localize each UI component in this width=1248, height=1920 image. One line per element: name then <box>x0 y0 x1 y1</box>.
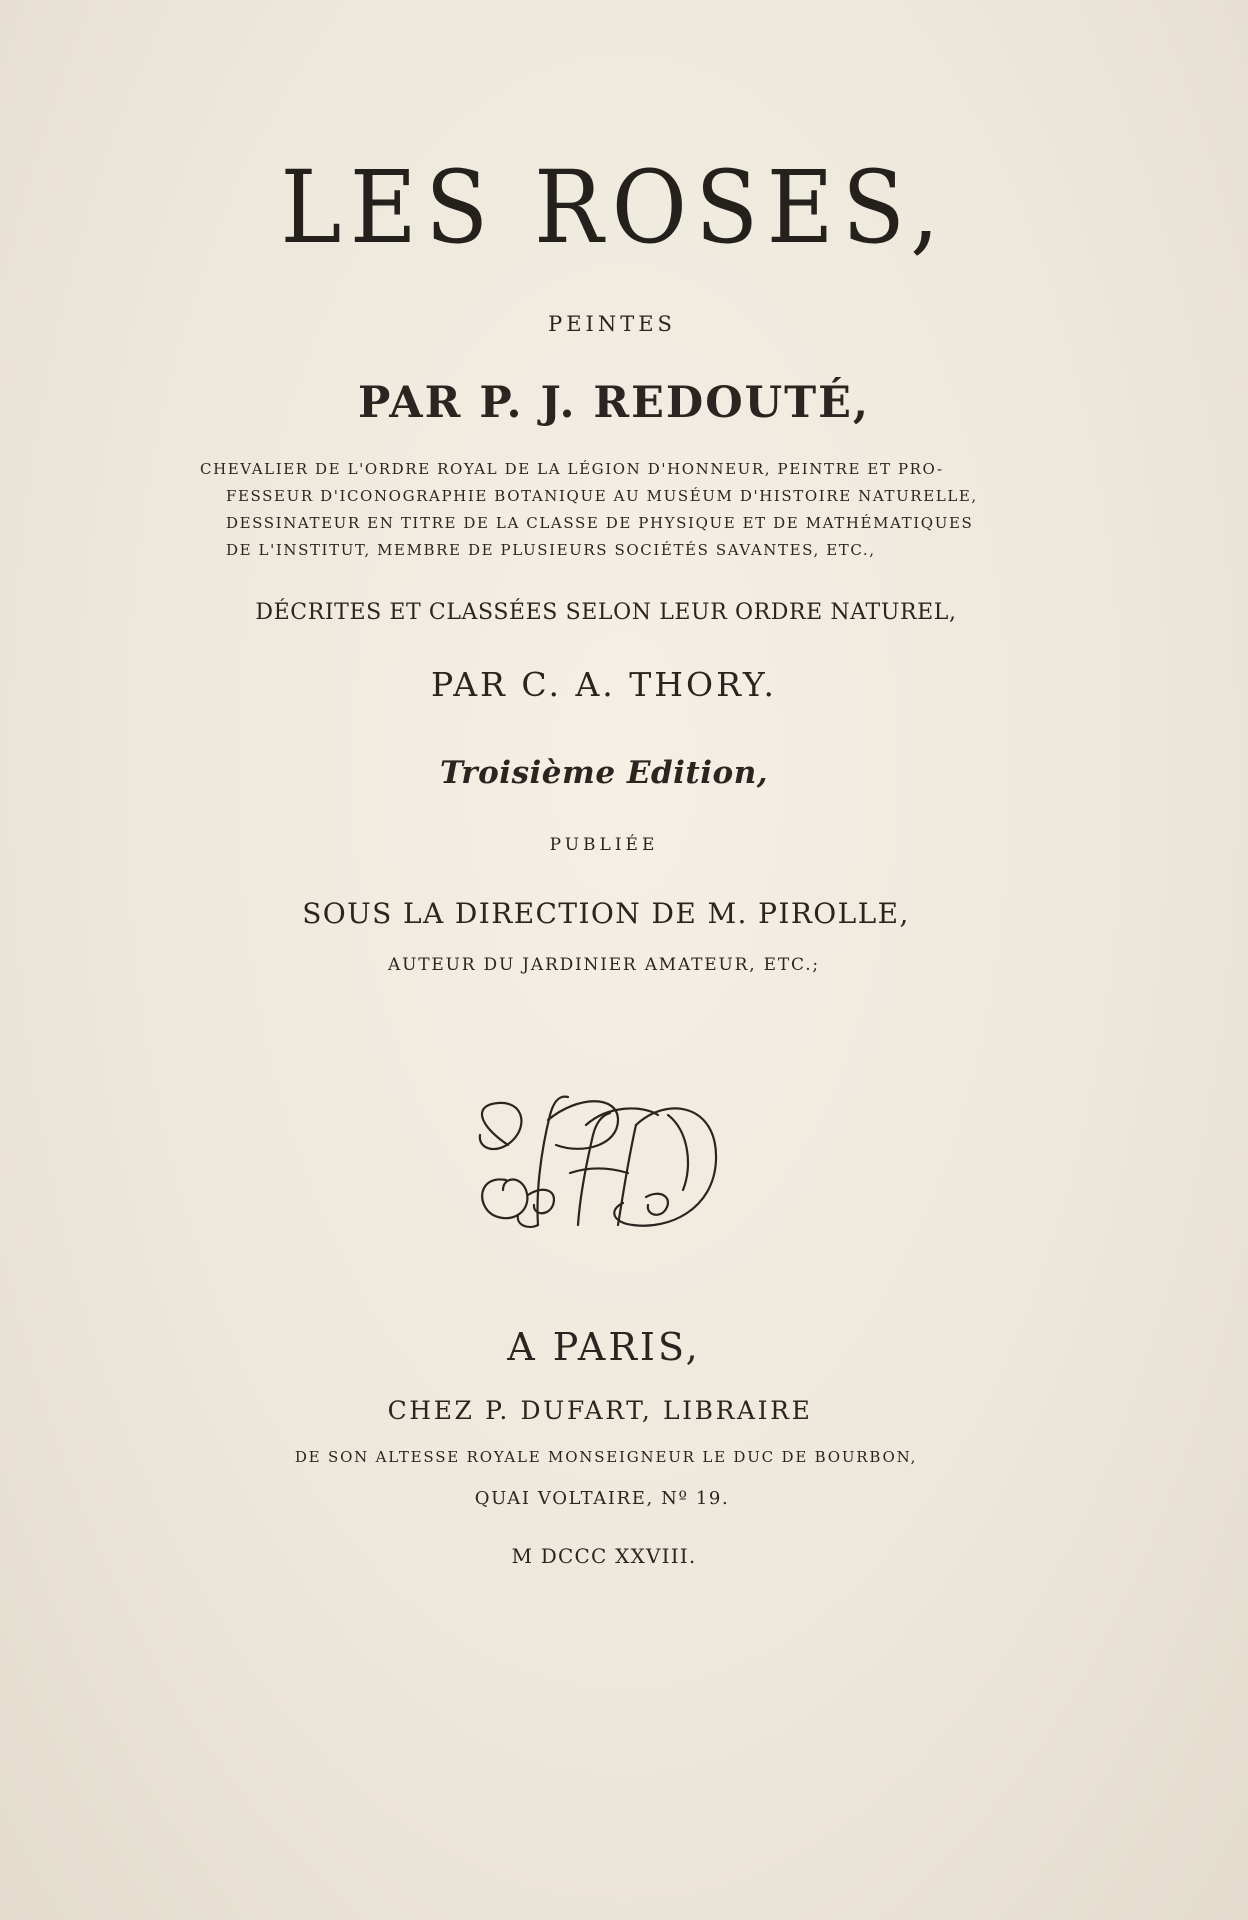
credential-line: CHEVALIER DE L'ORDRE ROYAL DE LA LÉGION D'HONNEUR, PEINTRE ET PRO- <box>200 460 944 478</box>
direction-line: SOUS LA DIRECTION DE M. PIROLLE, <box>302 897 910 930</box>
imprint-city: A PARIS, <box>507 1325 701 1369</box>
author-credentials <box>0 456 1248 564</box>
credential-line: FESSEUR D'ICONOGRAPHIE BOTANIQUE AU MUSÉUM D'HISTOIRE NATURELLE, <box>226 487 978 505</box>
imprint-patron: DE SON ALTESSE ROYALE MONSEIGNEUR LE DUC DE BOURBON, <box>294 1448 918 1466</box>
edition-line: Troisième Edition, <box>439 755 769 791</box>
credential-line: DESSINATEUR EN TITRE DE LA CLASSE DE PHYSIQUE ET DE MATHÉMATIQUES <box>226 514 974 532</box>
peintes-label: PEINTES <box>548 312 676 336</box>
book-title: LES ROSES, <box>280 149 948 266</box>
publiee-label: PUBLIÉE <box>549 835 659 855</box>
thory-line: PAR C. A. THORY. <box>431 665 777 704</box>
author-line: PAR P. J. REDOUTÉ, <box>358 378 870 428</box>
monogram-ornament <box>468 1085 728 1235</box>
auteur-line: AUTEUR DU JARDINIER AMATEUR, ETC.; <box>388 955 820 975</box>
imprint-date: M DCCC XXVIII. <box>511 1544 697 1568</box>
credential-line: DE L'INSTITUT, MEMBRE DE PLUSIEURS SOCIÉTÉS SAVANTES, ETC., <box>226 541 876 559</box>
decrites-line: DÉCRITES ET CLASSÉES SELON LEUR ORDRE NATUREL, <box>255 600 957 625</box>
imprint-publisher: CHEZ P. DUFART, LIBRAIRE <box>387 1396 813 1425</box>
imprint-address: QUAI VOLTAIRE, Nº 19. <box>474 1488 730 1509</box>
